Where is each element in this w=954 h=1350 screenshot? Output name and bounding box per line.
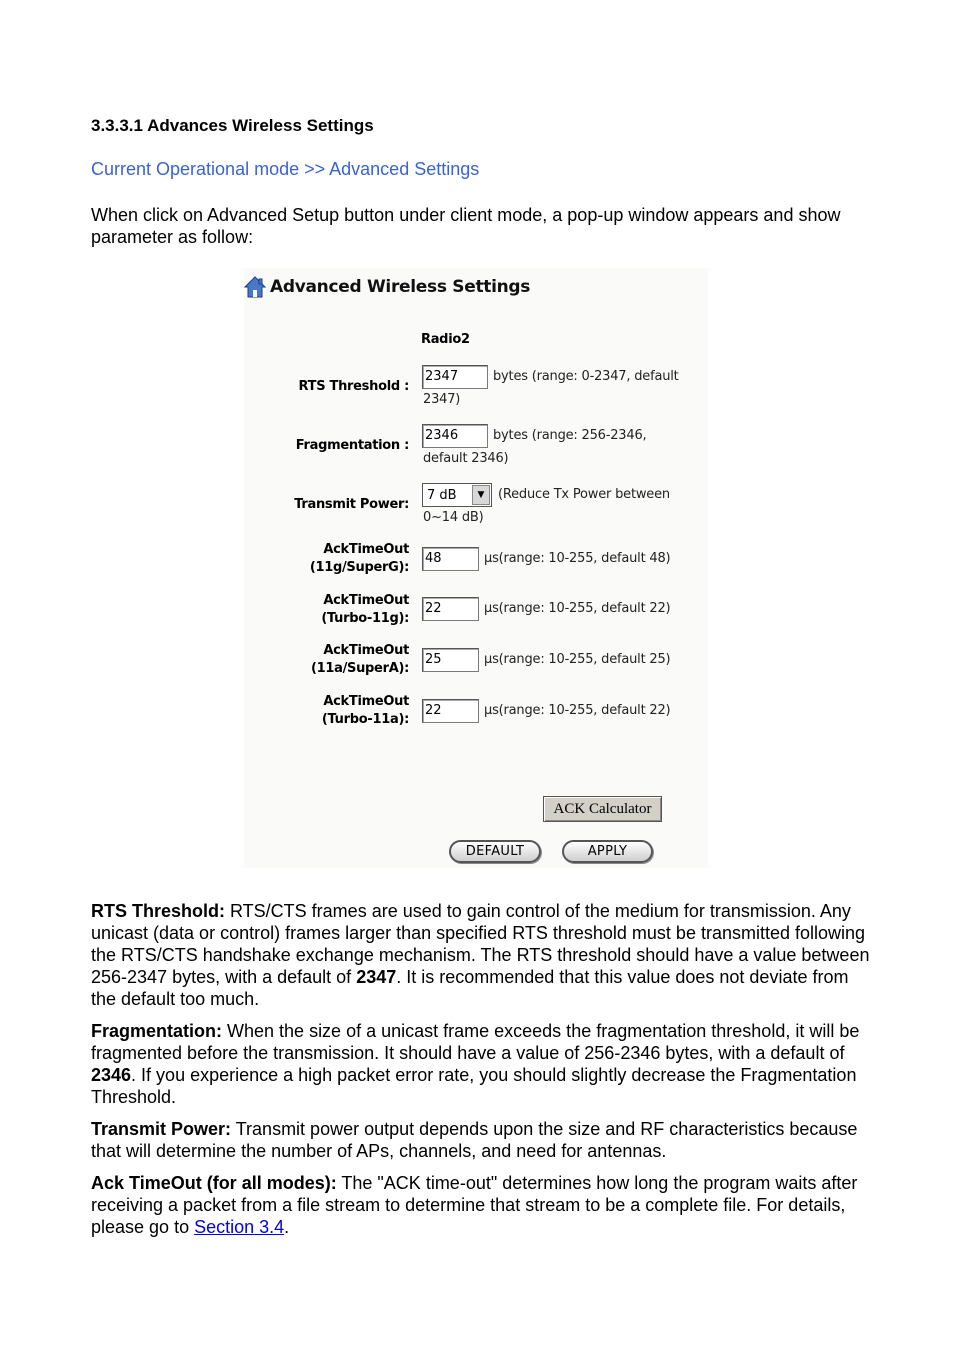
transmit-power-paragraph: Transmit Power: Transmit power output depends upon the size and RF characteristics because that will determine the number of APs, channels, and need for antennas. <box>91 1119 858 1161</box>
fragmentation-hint-cont: default 2346) <box>423 451 509 466</box>
transmit-power-hint-cont: 0~14 dB) <box>423 510 484 525</box>
ack-timeout-turbo11a-label: AckTimeOut (Turbo-11a): <box>321 694 409 727</box>
ack-timeout-turbo11g-input[interactable]: 22 <box>422 597 479 621</box>
ack-timeout-turbo11g-label: AckTimeOut (Turbo-11g): <box>321 593 409 626</box>
ack-timeout-11g-label: AckTimeOut (11g/SuperG): <box>309 542 409 575</box>
ack-timeout-11g-hint: µs(range: 10-255, default 48) <box>484 551 671 566</box>
ack-timeout-11g-input[interactable]: 48 <box>422 547 479 571</box>
transmit-power-hint: (Reduce Tx Power between <box>498 487 670 502</box>
panel-title: Advanced Wireless Settings <box>270 277 531 297</box>
ack-timeout-turbo11a-hint: µs(range: 10-255, default 22) <box>484 703 671 718</box>
ack-calculator-button[interactable]: ACK Calculator <box>543 796 662 822</box>
ack-timeout-11a-hint: µs(range: 10-255, default 25) <box>484 652 671 667</box>
ack-timeout-paragraph: Ack TimeOut (for all modes): The "ACK time-out" determines how long the program waits after receiving a packet from a file stream to determine that stream to be a complete file. For details, please go to Section 3.4. <box>91 1173 858 1237</box>
ack-timeout-11a-label: AckTimeOut (11a/SuperA): <box>310 643 409 676</box>
fragmentation-hint: bytes (range: 256-2346, <box>493 428 647 443</box>
intro-text: When click on Advanced Setup button under client mode, a pop-up window appears and show parameter as follow: <box>91 205 841 247</box>
transmit-power-value: 7 dB <box>427 487 457 503</box>
advanced-wireless-settings-panel <box>244 268 708 868</box>
rts-threshold-input[interactable]: 2347 <box>422 365 488 389</box>
section-heading: 3.3.3.1 Advances Wireless Settings <box>91 116 374 135</box>
rts-threshold-hint: bytes (range: 0-2347, default <box>493 369 679 384</box>
rts-threshold-paragraph: RTS Threshold: RTS/CTS frames are used to gain control of the medium for transmission. Any unicast (data or control) frames larger than specified RTS threshold must be transmitted following the RTS/CTS handshake exchange mechanism. The RTS threshold should have a value between 256-2347 bytes, with a default of 2347. It is recommended that this value does not deviate from the default too much. <box>91 901 870 1009</box>
chevron-down-icon[interactable]: ▼ <box>472 485 490 505</box>
default-button[interactable]: DEFAULT <box>449 840 541 863</box>
fragmentation-paragraph: Fragmentation: When the size of a unicast frame exceeds the fragmentation threshold, it will be fragmented before the transmission. It should have a value of 256-2346 bytes, with a default of 2346. If you experience a high packet error rate, you should slightly decrease the Fragmentation Threshold. <box>91 1021 860 1107</box>
fragmentation-input[interactable]: 2346 <box>422 424 488 448</box>
panel-title-bar <box>244 272 530 302</box>
section-3-4-link[interactable]: Section 3.4 <box>194 1217 285 1237</box>
fragmentation-label: Fragmentation : <box>295 438 409 453</box>
transmit-power-label: Transmit Power: <box>294 497 409 512</box>
ack-timeout-turbo11a-input[interactable]: 22 <box>422 699 479 723</box>
column-header-radio2: Radio2 <box>421 332 470 347</box>
breadcrumb: Current Operational mode >> Advanced Settings <box>91 159 480 179</box>
rts-threshold-hint-cont: 2347) <box>423 392 461 407</box>
ack-timeout-11a-input[interactable]: 25 <box>422 648 479 672</box>
transmit-power-select[interactable] <box>422 483 492 507</box>
ack-timeout-turbo11g-hint: µs(range: 10-255, default 22) <box>484 601 671 616</box>
apply-button[interactable]: APPLY <box>562 840 653 863</box>
home-icon <box>244 276 266 298</box>
rts-threshold-label: RTS Threshold : <box>298 379 409 394</box>
